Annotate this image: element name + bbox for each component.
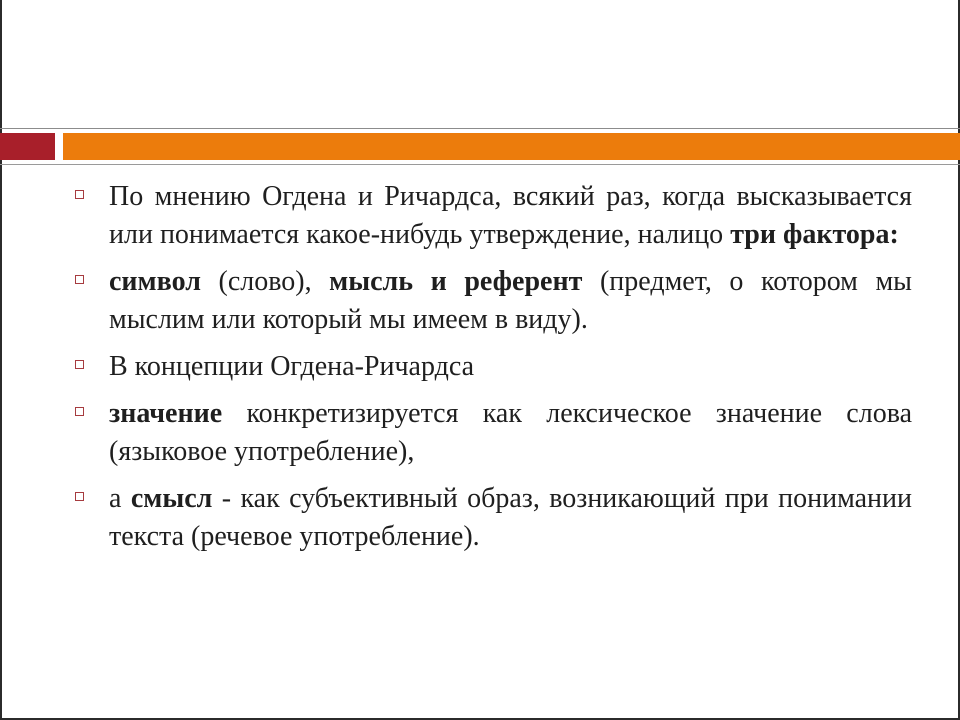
accent-bar-orange xyxy=(63,133,960,160)
accent-bar-red xyxy=(0,133,55,160)
bullet-item xyxy=(70,348,912,386)
bold-text-run: смысл xyxy=(130,483,213,514)
bold-text-run: значение xyxy=(109,398,223,429)
bold-text-run: символ xyxy=(109,266,201,297)
text-run: (слово), xyxy=(200,266,330,297)
text-run: В концепции Огдена-Ричардса xyxy=(109,351,475,382)
text-run: По мнению Огдена и Ричардса, всякий раз, когда высказывается или понимается какое-нибудь утверждение, налицо xyxy=(109,181,912,250)
bullet-text xyxy=(109,483,912,552)
hollow-square-icon xyxy=(75,407,84,416)
bullet-item xyxy=(70,263,912,339)
hollow-square-icon xyxy=(75,275,84,284)
text-run: - как субъективный образ, возникающий при понимании текста (речевое употребление). xyxy=(109,483,912,552)
bullet-text xyxy=(109,266,912,335)
bold-text-run: мысль и референт xyxy=(329,266,583,297)
hollow-square-icon xyxy=(75,190,84,199)
text-run: конкретизируется как лексическое значение слова (языковое употребление), xyxy=(109,398,912,467)
bullet-item xyxy=(70,480,912,556)
bold-text-run: три фактора: xyxy=(730,219,899,250)
text-run: а xyxy=(109,483,131,514)
text-run: (предмет, о котором мы мыслим или который мы имеем в виду). xyxy=(109,266,912,335)
hollow-square-icon xyxy=(75,360,84,369)
hollow-square-icon xyxy=(75,492,84,501)
bullet-list xyxy=(70,178,912,565)
header-rule xyxy=(0,128,960,129)
bullet-item xyxy=(70,395,912,471)
slide-border-left xyxy=(0,0,2,720)
bullet-item xyxy=(70,178,912,254)
bullet-text xyxy=(109,351,474,382)
header-underline xyxy=(0,164,960,165)
bullet-text xyxy=(109,398,912,467)
bullet-text xyxy=(109,181,912,250)
